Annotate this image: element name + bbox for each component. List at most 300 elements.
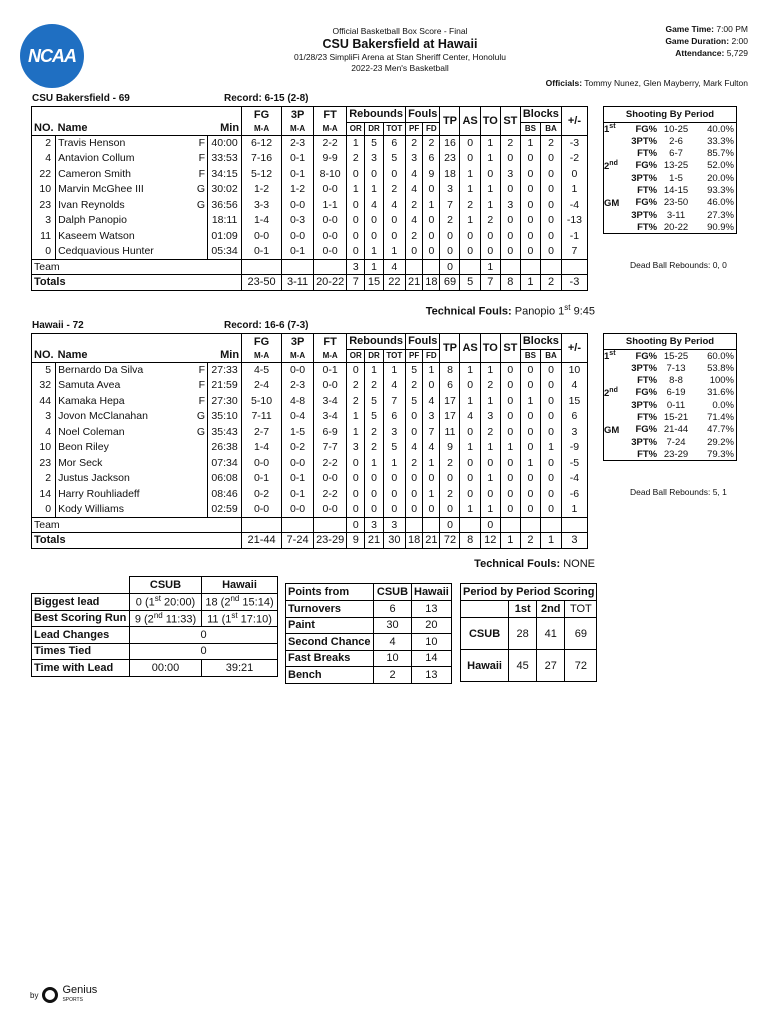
stat-ft: 0-0: [314, 244, 347, 260]
made-attempted: 7-24: [666, 436, 686, 448]
stat-tot: 0: [383, 471, 405, 487]
player-position: F: [195, 151, 208, 167]
stat-dr: 5: [365, 393, 383, 409]
stat-pf: 5: [405, 393, 422, 409]
lead-summary: [31, 576, 278, 677]
stat-as: 1: [460, 166, 480, 182]
blank: [314, 517, 347, 533]
stat-type: 3PT%: [631, 399, 658, 411]
stat-dr: 2: [365, 424, 383, 440]
stat-fg: 2-4: [242, 378, 282, 394]
stat-ba: 0: [541, 471, 562, 487]
player-name: Marvin McGhee III: [56, 182, 195, 198]
stat-to: 1: [480, 471, 500, 487]
stat-fg: 0-1: [242, 244, 282, 260]
points-row: [286, 650, 452, 667]
made-attempted: 23-29: [663, 448, 689, 460]
totals-value: 23-50: [242, 275, 282, 291]
player-number: 4: [32, 424, 56, 440]
period-label: [604, 184, 622, 196]
percentage: 46.0%: [707, 197, 734, 209]
stat-3p: 1-5: [282, 424, 314, 440]
stat-to: 1: [480, 182, 500, 198]
stat-st: 3: [500, 166, 520, 182]
stat-as: 0: [460, 228, 480, 244]
stat-st: 0: [500, 182, 520, 198]
stat-3p: 0-2: [282, 440, 314, 456]
stat-type: 3PT%: [631, 209, 658, 221]
player-name: Travis Henson: [56, 135, 195, 151]
totals-label: Totals: [32, 533, 242, 549]
stat-pf: 2: [405, 135, 422, 151]
stat-or: 0: [347, 244, 365, 260]
brand-name: Genius: [62, 984, 98, 996]
made-attempted: 23-50: [663, 197, 689, 209]
totals-value: 2: [541, 275, 562, 291]
player-name: Antavion Collum: [56, 151, 195, 167]
period-2nd: 27: [537, 650, 565, 682]
blank: [541, 259, 562, 275]
stat-dr: 5: [365, 135, 383, 151]
period-row: [461, 618, 597, 650]
stat-fd: 0: [423, 244, 440, 260]
tech-sup: st: [564, 303, 571, 312]
stat-dr: 1: [365, 362, 383, 378]
stat-ft: 0-0: [314, 228, 347, 244]
stat-plus-minus: -1: [561, 228, 587, 244]
made-attempted: 6-19: [666, 387, 686, 399]
stat-bs: 0: [520, 378, 540, 394]
stat-tot: 7: [383, 393, 405, 409]
stat-ft: 3-4: [314, 393, 347, 409]
period-label: [604, 147, 622, 159]
player-row: [32, 378, 588, 394]
col-ma: M-A: [242, 122, 282, 135]
period-label: [604, 172, 622, 184]
stat-or: 0: [347, 166, 365, 182]
points-from-header: Points from: [286, 584, 374, 601]
team-tp: 0: [440, 259, 460, 275]
stat-type: FT%: [637, 375, 658, 387]
col-dr: DR: [365, 122, 383, 135]
stat-tot: 1: [383, 362, 405, 378]
stat-or: 2: [347, 151, 365, 167]
percentage: 52.0%: [707, 160, 734, 172]
col-bs: BS: [520, 122, 540, 135]
lead-sup: st: [231, 610, 238, 620]
stat-tot: 5: [383, 440, 405, 456]
game-title: CSU Bakersfield at Hawaii: [322, 37, 478, 51]
team2-technical-fouls: [474, 558, 595, 570]
col-no: NO.: [32, 349, 56, 362]
percentage: 53.8%: [707, 362, 734, 374]
stat-as: 1: [460, 393, 480, 409]
stat-plus-minus: -3: [561, 135, 587, 151]
totals-value: 8: [500, 275, 520, 291]
player-min: 02:59: [208, 502, 242, 518]
stat-tp: 16: [440, 135, 460, 151]
stat-ba: 0: [541, 197, 562, 213]
stat-as: 0: [460, 244, 480, 260]
footer-by: by: [30, 990, 39, 1000]
stat-plus-minus: -2: [561, 151, 587, 167]
stat-st: 0: [500, 424, 520, 440]
stat-pf: 4: [405, 440, 422, 456]
stat-tp: 0: [440, 502, 460, 518]
totals-value: 1: [541, 533, 562, 549]
stat-ft: 3-4: [314, 409, 347, 425]
stat-tp: 9: [440, 440, 460, 456]
player-row: [32, 244, 588, 260]
stat-pf: 0: [405, 424, 422, 440]
lead-sup: nd: [153, 610, 163, 620]
stat-pf: 5: [405, 362, 422, 378]
stat-pf: 4: [405, 182, 422, 198]
stat-to: 1: [480, 135, 500, 151]
stat-tp: 6: [440, 378, 460, 394]
stat-pf: 4: [405, 213, 422, 229]
points-row: [286, 617, 452, 634]
player-min: 36:56: [208, 197, 242, 213]
stat-or: 2: [347, 393, 365, 409]
shooting-row: [604, 209, 737, 221]
period-label: [604, 197, 622, 209]
blank: [242, 259, 282, 275]
times-tied-label: Times Tied: [32, 643, 130, 660]
period-1st: 28: [509, 618, 537, 650]
genius-logo-icon: [42, 987, 58, 1003]
officials-names: Tommy Nunez, Glen Mayberry, Mark Fulton: [584, 78, 748, 88]
stat-fg: 7-11: [242, 409, 282, 425]
stat-fd: 0: [423, 228, 440, 244]
team-label: Team: [32, 259, 242, 275]
team1-technical-fouls: [426, 303, 595, 318]
team2-name: Hawaii - 72: [32, 320, 84, 331]
stat-fd: 1: [423, 362, 440, 378]
stat-ba: 0: [541, 409, 562, 425]
stat-dr: 0: [365, 486, 383, 502]
points-label: Turnovers: [286, 601, 374, 618]
points-row: [286, 601, 452, 618]
tech-value: Panopio 1: [514, 305, 565, 318]
stat-or: 0: [347, 502, 365, 518]
blank: [208, 334, 242, 350]
stat-type: FG%: [635, 387, 658, 399]
totals-value: 3-11: [282, 275, 314, 291]
stat-ba: 0: [541, 244, 562, 260]
player-name: Jovon McClanahan: [56, 409, 195, 425]
tech-value: NONE: [563, 558, 595, 570]
stat-as: 0: [460, 151, 480, 167]
stat-type: FT%: [637, 148, 658, 160]
stat-as: 0: [460, 471, 480, 487]
player-row: [32, 362, 588, 378]
player-number: 4: [32, 151, 56, 167]
period-label: [604, 448, 622, 460]
period-label: [604, 362, 622, 374]
stat-ba: 0: [541, 151, 562, 167]
stat-ft: 9-9: [314, 151, 347, 167]
percentage: 33.3%: [707, 135, 734, 147]
totals-value: -3: [561, 275, 587, 291]
player-position: F: [195, 135, 208, 151]
totals-row: [32, 533, 588, 549]
totals-value: 22: [383, 275, 405, 291]
blank: [561, 517, 587, 533]
shooting-row: [604, 362, 737, 374]
points-label: Fast Breaks: [286, 650, 374, 667]
lead-csub: [130, 594, 202, 611]
col-blocks: Blocks: [520, 334, 561, 350]
stat-as: 0: [460, 486, 480, 502]
stat-to: 0: [480, 228, 500, 244]
player-row: [32, 213, 588, 229]
stat-bs: 0: [520, 213, 540, 229]
stat-dr: 0: [365, 502, 383, 518]
stat-tp: 8: [440, 362, 460, 378]
stat-as: 4: [460, 409, 480, 425]
player-min: 33:53: [208, 151, 242, 167]
stat-to: 1: [480, 151, 500, 167]
stat-dr: 1: [365, 455, 383, 471]
stat-as: 1: [460, 213, 480, 229]
percentage: 90.9%: [707, 221, 734, 233]
player-row: [32, 440, 588, 456]
percentage: 79.3%: [707, 448, 734, 460]
made-attempted: 3-11: [666, 209, 686, 221]
player-min: 35:43: [208, 424, 242, 440]
shooting-row: [604, 374, 737, 386]
player-name: Mor Seck: [56, 455, 195, 471]
stat-tp: 2: [440, 213, 460, 229]
stat-3p: 0-1: [282, 244, 314, 260]
attendance: 5,729: [726, 48, 748, 58]
stat-bs: 1: [520, 455, 540, 471]
stat-fg: 0-2: [242, 486, 282, 502]
stat-ba: 0: [541, 502, 562, 518]
period-num: GM: [604, 424, 620, 436]
stat-bs: 0: [520, 182, 540, 198]
blank: [520, 517, 540, 533]
stat-pf: 3: [405, 151, 422, 167]
stat-tot: 1: [383, 455, 405, 471]
player-number: 10: [32, 182, 56, 198]
stat-fd: 0: [423, 502, 440, 518]
stat-tp: 23: [440, 151, 460, 167]
stat-plus-minus: -9: [561, 440, 587, 456]
times-tied: 0: [130, 643, 278, 660]
stat-fd: 0: [423, 182, 440, 198]
period-1st: 45: [509, 650, 537, 682]
col-plus-minus: +/-: [561, 334, 587, 363]
player-row: [32, 166, 588, 182]
player-position: G: [195, 197, 208, 213]
points-hawaii: 20: [412, 617, 452, 634]
blank: [561, 259, 587, 275]
stat-to: 0: [480, 455, 500, 471]
col-tot: TOT: [383, 122, 405, 135]
period-label: [604, 209, 622, 221]
officials-label: Officials:: [545, 78, 583, 88]
stat-type: FG%: [635, 123, 658, 135]
time-with-lead-label: Time with Lead: [32, 660, 130, 677]
stat-or: 0: [347, 486, 365, 502]
player-name: Cameron Smith: [56, 166, 195, 182]
stat-or: 1: [347, 424, 365, 440]
player-number: 0: [32, 244, 56, 260]
tech-time: 9:45: [573, 305, 595, 318]
period-num: 2: [604, 387, 610, 399]
stat-pf: 2: [405, 455, 422, 471]
player-row: [32, 151, 588, 167]
stat-as: 0: [460, 424, 480, 440]
totals-value: 1: [500, 533, 520, 549]
stat-plus-minus: 15: [561, 393, 587, 409]
blank: [32, 107, 208, 123]
period-label: [604, 424, 622, 436]
col-st: ST: [500, 334, 520, 363]
col-tot: TOT: [383, 349, 405, 362]
period-scoring-title: Period by Period Scoring: [461, 584, 597, 601]
shooting-row: [604, 399, 737, 411]
player-position: G: [195, 409, 208, 425]
totals-value: 21-44: [242, 533, 282, 549]
stat-ft: 7-7: [314, 440, 347, 456]
col-ma: M-A: [242, 349, 282, 362]
percentage: 71.4%: [707, 411, 734, 423]
points-label: Paint: [286, 617, 374, 634]
points-csub: 30: [374, 617, 412, 634]
totals-value: 2: [520, 533, 540, 549]
report-header: [250, 26, 550, 74]
stat-as: 1: [460, 362, 480, 378]
game-meta: [665, 23, 748, 59]
time-with-lead-hawaii: 39:21: [202, 660, 278, 677]
player-position: G: [195, 424, 208, 440]
lead-row: [32, 610, 278, 627]
lead-val: 18 (2: [205, 597, 231, 610]
stat-type: FG%: [635, 350, 658, 362]
stat-as: 1: [460, 440, 480, 456]
stat-ft: 0-1: [314, 362, 347, 378]
stat-type: FG%: [635, 424, 658, 436]
col-3p: 3P: [282, 107, 314, 123]
report-type: Official Basketball Box Score - Final: [332, 26, 468, 36]
totals-value: 18: [405, 533, 422, 549]
col-ma: M-A: [282, 349, 314, 362]
player-name: Kaseem Watson: [56, 228, 195, 244]
player-position: [195, 213, 208, 229]
attendance-label: Attendance:: [675, 48, 725, 58]
stat-tot: 3: [383, 424, 405, 440]
stat-3p: 0-0: [282, 502, 314, 518]
shooting-row: [604, 221, 737, 233]
stat-fg: 5-10: [242, 393, 282, 409]
stat-dr: 3: [365, 151, 383, 167]
col-ft: FT: [314, 334, 347, 350]
stat-tot: 6: [383, 409, 405, 425]
lead-col-hawaii: Hawaii: [202, 577, 278, 594]
points-hawaii: 13: [412, 601, 452, 618]
player-position: F: [195, 393, 208, 409]
totals-value: 72: [440, 533, 460, 549]
period-label: [604, 399, 622, 411]
player-row: [32, 228, 588, 244]
lead-val: 9 (2: [134, 613, 154, 626]
stat-to: 0: [480, 244, 500, 260]
stat-plus-minus: -4: [561, 471, 587, 487]
col-as: AS: [460, 107, 480, 136]
blank: [460, 259, 480, 275]
col-ba: BA: [541, 349, 562, 362]
shooting-row: [604, 147, 737, 159]
made-attempted: 15-21: [663, 411, 689, 423]
stat-bs: 0: [520, 440, 540, 456]
totals-value: 1: [520, 275, 540, 291]
player-min: 21:59: [208, 378, 242, 394]
player-row: [32, 409, 588, 425]
stat-to: 1: [480, 362, 500, 378]
stat-ft: 0-0: [314, 378, 347, 394]
totals-value: 30: [383, 533, 405, 549]
stat-type: 3PT%: [631, 362, 658, 374]
stat-ba: 2: [541, 135, 562, 151]
stat-tp: 3: [440, 182, 460, 198]
player-position: [195, 455, 208, 471]
stat-to: 3: [480, 409, 500, 425]
stat-or: 0: [347, 197, 365, 213]
stat-fd: 4: [423, 393, 440, 409]
player-number: 14: [32, 486, 56, 502]
period-label: [604, 387, 622, 399]
col-min: Min: [208, 349, 242, 362]
lead-sup: nd: [230, 594, 240, 604]
lead-col-csub: CSUB: [130, 577, 202, 594]
stat-bs: 0: [520, 362, 540, 378]
percentage: 40.0%: [707, 123, 734, 135]
stat-type: 3PT%: [631, 436, 658, 448]
game-time-label: Game Time:: [665, 24, 714, 34]
player-number: 44: [32, 393, 56, 409]
stat-dr: 0: [365, 213, 383, 229]
stat-dr: 0: [365, 471, 383, 487]
stat-as: 0: [460, 378, 480, 394]
player-min: 35:10: [208, 409, 242, 425]
percentage: 47.7%: [707, 424, 734, 436]
totals-value: 21: [423, 533, 440, 549]
shooting-row: [604, 172, 737, 184]
shooting-row: [604, 436, 737, 448]
stat-to: 1: [480, 440, 500, 456]
lead-sup: st: [154, 594, 161, 604]
stat-ba: 0: [541, 455, 562, 471]
stat-st: 0: [500, 378, 520, 394]
stat-or: 0: [347, 471, 365, 487]
percentage: 93.3%: [707, 184, 734, 196]
blank: [500, 517, 520, 533]
stat-fd: 7: [423, 424, 440, 440]
stat-tp: 2: [440, 455, 460, 471]
player-number: 2: [32, 135, 56, 151]
points-hawaii: 14: [412, 650, 452, 667]
stat-plus-minus: -13: [561, 213, 587, 229]
stat-plus-minus: 1: [561, 182, 587, 198]
stat-fd: 9: [423, 166, 440, 182]
stat-fd: 0: [423, 213, 440, 229]
blank: [423, 259, 440, 275]
stat-fg: 0-0: [242, 502, 282, 518]
points-label: Second Chance: [286, 634, 374, 651]
